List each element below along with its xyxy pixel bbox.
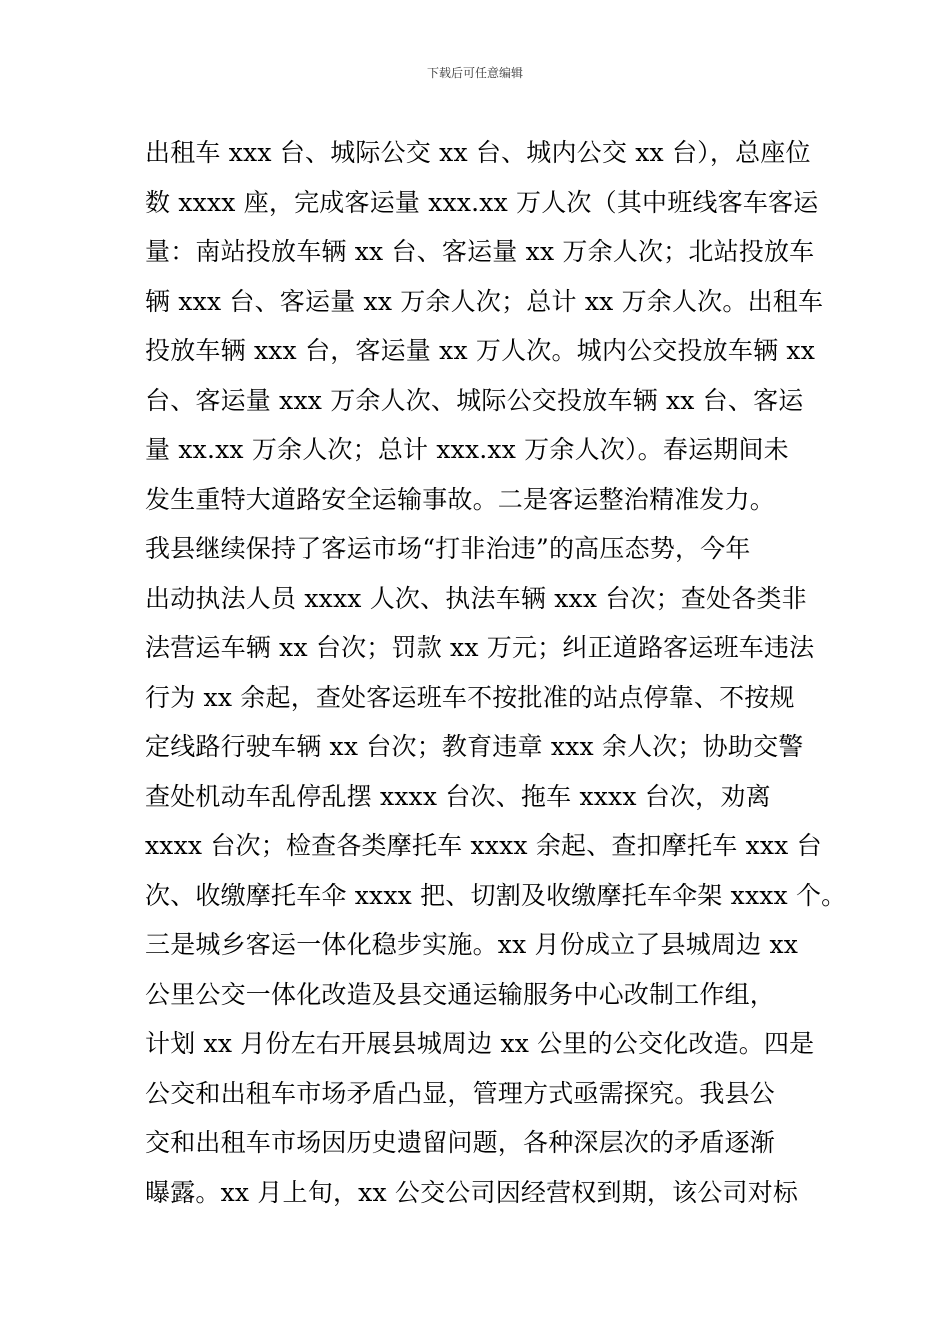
text-line: 出动执法人员 xxxx 人次、执法车辆 xxx 台次；查处各类非 [145,583,807,613]
text-line: 行为 xx 余起，查处客运班车不按批准的站点停靠、不按规 [145,682,795,712]
text-line: 发生重特大道路安全运输事故。二是客运整治精准发力。 [145,484,776,514]
text-line: 公交和出租车市场矛盾凸显，管理方式亟需探究。我县公 [145,1078,776,1108]
text-line: 法营运车辆 xx 台次；罚款 xx 万元；纠正道路客运班车违法 [145,633,815,662]
text-line: 量：南站投放车辆 xx 台、客运量 xx 万余人次；北站投放车 [145,237,815,266]
text-line: 量 xx.xx 万余人次；总计 xxx.xx 万余人次）。春运期间未 [145,435,789,464]
text-line: 我县继续保持了客运市场“打非治违”的高压态势，今年 [145,534,751,563]
text-line: 出租车 xxx 台、城际公交 xx 台、城内公交 xx 台），总座位 [145,138,811,167]
text-line: xxxx 台次；检查各类摩托车 xxxx 余起、查扣摩托车 xxx 台 [145,831,822,860]
text-line: 三是城乡客运一体化稳步实施。xx 月份成立了县城周边 xx [145,930,799,959]
page-header: 下载后可任意编辑 [426,66,523,80]
text-line: 曝露。xx 月上旬，xx 公交公司因经营权到期，该公司对标 [145,1177,799,1207]
document-body [145,128,847,1217]
text-line: 计划 xx 月份左右开展县城周边 xx 公里的公交化改造。四是 [145,1029,815,1058]
text-line: 公里公交一体化改造及县交通运输服务中心改制工作组， [145,979,776,1009]
text-line: 数 xxxx 座，完成客运量 xxx.xx 万人次（其中班线客车客运 [145,187,819,217]
text-line: 交和出租车市场因历史遗留问题，各种深层次的矛盾逐渐 [145,1128,776,1157]
text-line: 查处机动车乱停乱摆 xxxx 台次、拖车 xxxx 台次，劝离 [145,781,771,811]
text-line: 投放车辆 xxx 台，客运量 xx 万人次。城内公交投放车辆 xx [145,336,816,365]
text-line: 辆 xxx 台、客运量 xx 万余人次；总计 xx 万余人次。出租车 [145,286,824,316]
text-line: 定线路行驶车辆 xx 台次；教育违章 xxx 余人次；协助交警 [145,732,804,761]
text-line: 次、收缴摩托车伞 xxxx 把、切割及收缴摩托车伞架 xxxx 个。 [145,880,847,910]
text-line: 台、客运量 xxx 万余人次、城际公交投放车辆 xx 台、客运 [145,385,804,415]
